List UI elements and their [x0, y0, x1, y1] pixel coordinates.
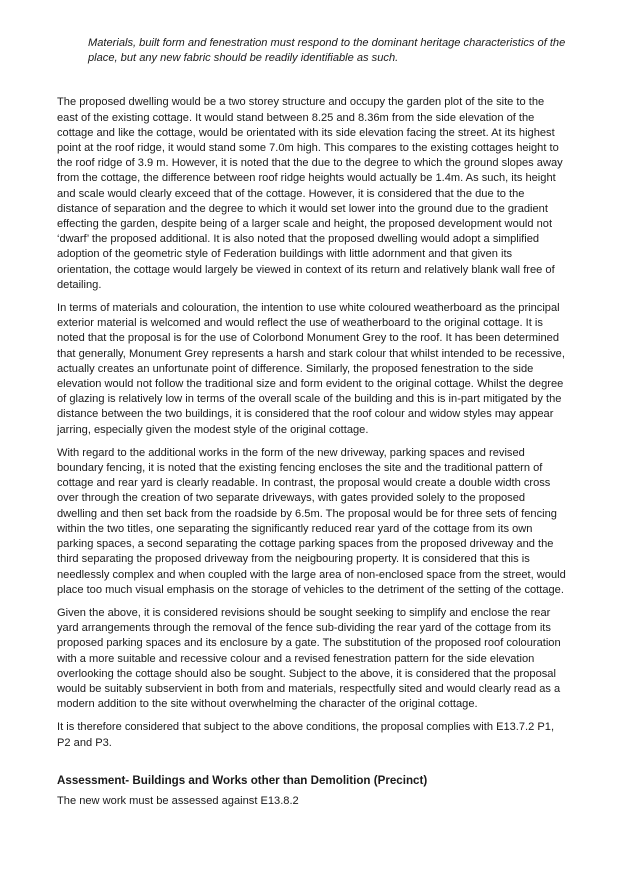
- paragraph-materials: In terms of materials and colouration, the intention to use white coloured weatherboard as the principal exterior material is welcomed and would reflect the use of weatherboard to the original cottage. It is noted that the proposal is for the use of Colorbond Monument Grey to the roof. It has been determined that generally, Monument Grey represents a harsh and stark colour that whilst intended to be recessive, actually creates an unfortunate point of difference. Similarly, the proposed fenestration to the side elevation would not follow the traditional size and form evident to the original cottage. Whilst the degree of glazing is relatively low in terms of the overall scale of the building and this is in-part mitigated by the distance between the two buildings, it is considered that the roof colour and widow styles may appear jarring, especially given the modest style of the original cottage.: [57, 302, 565, 436]
- paragraph-conclusion: It is therefore considered that subject to the above conditions, the proposal complies with E13.7.2 P1, P2 and P3.: [57, 721, 555, 749]
- quoted-requirement: Materials, built form and fenestration must respond to the dominant heritage characteristics of the place, but any new fabric should be readily identifiable as such.: [88, 37, 566, 65]
- paragraph-revisions: Given the above, it is considered revisions should be sought seeking to simplify and enclose the rear yard arrangements through the removal of the fence sub-dividing the rear yard of the cottage from its proposed parking spaces and its enclosure by a gate. The substitution of the proposed roof colouration with a more suitable and recessive colour and a revised fenestration pattern for the side elevation overlooking the cottage should also be sought. Subject to the above, it is considered that the proposal would be suitably subservient in both from and materials, respectfully sited and would clearly read as a modern addition to the site without overwhelming the character of the original cottage.: [57, 606, 561, 711]
- section-heading: Assessment- Buildings and Works other than Demolition (Precinct): [57, 773, 428, 787]
- assessment-line: The new work must be assessed against E13.8.2: [57, 794, 299, 807]
- paragraph-dwelling-scale: The proposed dwelling would be a two storey structure and occupy the garden plot of the site to the east of the existing cottage. It would stand between 8.25 and 8.36m from the side elevation of the cottage and like the cottage, would be orientated with its side elevation facing the street. At its highest point at the roof ridge, it would stand some 7.0m high. This compares to the existing cottages height to the roof ridge of 3.9 m. However, it is noted that the due to the degree to which the ground slopes away from the cottage, the difference between roof ridge heights would actually be 1.4m. As such, its height and scale would clearly exceed that of the cottage. However, it is considered that the due to the distance of separation and the degree to which it would set lower into the ground due to the gradient effecting the garden, despite being of a larger scale and height, the proposed development would not ‘dwarf’ the proposed additional. It is also noted that the proposed dwelling would adopt a simplified adoption of the geometric style of Federation buildings with little adornment and that given its orientation, the cottage would largely be viewed in context of its return and relatively blank wall free of detailing.: [57, 96, 563, 291]
- paragraph-driveway-fencing: With regard to the additional works in the form of the new driveway, parking spaces and revised boundary fencing, it is noted that the existing fencing encloses the site and the traditional pattern of cottage and rear yard is clearly readable. In contrast, the proposal would create a double width cross over through the creation of two separate driveways, with gates provided solely to the proposed dwelling and then set back from the roadside by 6.5m. The proposal would be for three sets of fencing within the two titles, one separating the significantly reduced rear yard of the cottage from its own parking spaces, a second separating the cottage parking spaces from the proposed driveway and the third separating the proposed driveway from the neigbouring property. It is considered that this is needlessly complex and when coupled with the large area of non-enclosed space from the street, would place too much visual emphasis on the storage of vehicles to the detriment of the setting of the cottage.: [57, 446, 566, 596]
